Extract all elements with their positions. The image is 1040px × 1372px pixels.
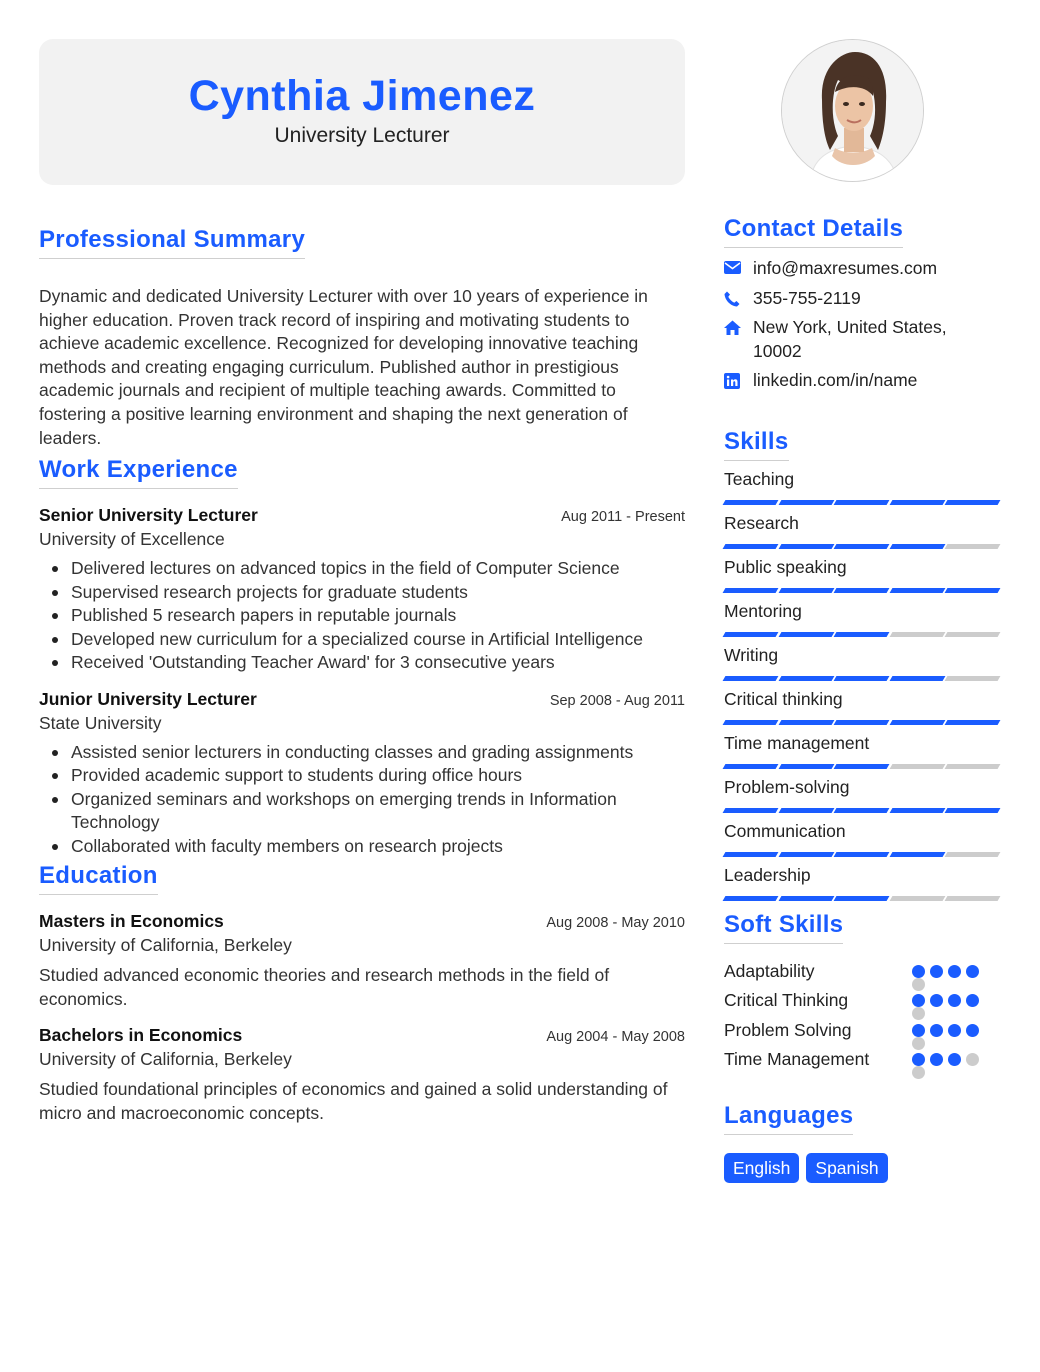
language-tag: Spanish [806, 1153, 887, 1183]
skill-level-segment [834, 808, 889, 813]
soft-skill-name: Critical Thinking [724, 990, 849, 1011]
soft-skills-heading: Soft Skills [724, 911, 843, 944]
skill-name: Teaching [724, 468, 795, 489]
rating-dot [912, 994, 925, 1007]
skill-level-bar [724, 544, 1004, 549]
skill-item [724, 512, 1004, 549]
skill-level-segment [723, 544, 778, 549]
job-dates: Sep 2008 - Aug 2011 [549, 692, 685, 709]
skill-level-bar [724, 500, 1004, 505]
rating-dot-overflow [912, 1066, 925, 1079]
skill-item [724, 776, 1004, 813]
job-entry [39, 689, 685, 859]
resume-header [39, 39, 685, 185]
summary-text: Dynamic and dedicated University Lecturer with over 10 years of experience in higher education. Proven track record of inspiring and motivating students to achieve academic excellence. Recognized for developing innovative teaching methods and creating engaging curriculum. Published author in prestigious academic journals and recipient of multiple teaching awards. Committed to fostering a positive learning environment and shaping the next generation of leaders. [39, 286, 648, 448]
job-title: Junior University Lecturer [39, 688, 257, 709]
soft-skill-name: Problem Solving [724, 1019, 852, 1040]
job-organization: State University [39, 712, 162, 733]
skill-name: Time management [724, 732, 870, 753]
skill-level-segment [889, 720, 944, 725]
language-tag: English [724, 1153, 799, 1183]
skill-level-segment [834, 676, 889, 681]
address-text: New York, United States, 10002 [753, 317, 947, 361]
skill-level-bar [724, 852, 1004, 857]
language-tags [724, 1153, 1004, 1183]
skill-level-segment [834, 544, 889, 549]
skill-level-segment [778, 588, 833, 593]
skill-level-segment [834, 588, 889, 593]
candidate-name: Cynthia Jimenez [188, 72, 536, 120]
rating-dot [966, 965, 979, 978]
soft-skill-rating [912, 1053, 979, 1066]
skill-level-bar [724, 676, 1004, 681]
skill-level-bar [724, 808, 1004, 813]
rating-dot [948, 1024, 961, 1037]
rating-dot [930, 1024, 943, 1037]
rating-dot [966, 994, 979, 1007]
rating-dot [966, 1024, 979, 1037]
skill-level-segment [834, 500, 889, 505]
contact-email [724, 257, 1004, 281]
skill-level-segment [723, 764, 778, 769]
job-bullets [39, 557, 685, 675]
school: University of California, Berkeley [39, 1049, 292, 1070]
skill-level-segment [889, 676, 944, 681]
skill-item [724, 644, 1004, 681]
soft-skill-rating [912, 965, 979, 978]
job-bullet: Provided academic support to students during office hours [71, 764, 685, 788]
skill-level-bar [724, 588, 1004, 593]
skill-level-segment [945, 544, 1000, 549]
home-icon [724, 316, 753, 335]
school: University of California, Berkeley [39, 935, 292, 956]
skill-level-bar [724, 764, 1004, 769]
education-entry [39, 911, 685, 1011]
skill-level-segment [945, 500, 1000, 505]
education-heading: Education [39, 862, 158, 895]
languages-heading: Languages [724, 1102, 853, 1135]
skill-level-segment [723, 808, 778, 813]
soft-skill-rating [912, 994, 979, 1007]
skill-item [724, 732, 1004, 769]
skill-level-segment [723, 896, 778, 901]
skill-level-segment [834, 632, 889, 637]
rating-dot [912, 1053, 925, 1066]
education-section [39, 862, 685, 1125]
skill-level-segment [723, 852, 778, 857]
rating-dot [948, 994, 961, 1007]
skill-level-segment [945, 896, 1000, 901]
skill-level-segment [889, 544, 944, 549]
rating-dot [948, 1053, 961, 1066]
education-dates: Aug 2008 - May 2010 [546, 915, 685, 932]
skill-name: Writing [724, 644, 779, 665]
job-bullet: Published 5 research papers in reputable journals [71, 604, 685, 628]
job-title: Senior University Lecturer [39, 505, 258, 526]
rating-dot [930, 965, 943, 978]
skill-level-segment [889, 588, 944, 593]
job-bullet: Collaborated with faculty members on research projects [71, 835, 685, 859]
skills-list [724, 468, 1004, 901]
skill-item [724, 600, 1004, 637]
main-column [39, 39, 685, 1125]
skill-level-segment [889, 500, 944, 505]
phone-icon [724, 287, 753, 307]
contact-phone [724, 287, 1004, 311]
job-bullet: Delivered lectures on advanced topics in the field of Computer Science [71, 557, 685, 581]
skill-level-segment [834, 720, 889, 725]
skill-level-segment [945, 808, 1000, 813]
skill-level-segment [834, 852, 889, 857]
email-text[interactable]: info@maxresumes.com [753, 258, 938, 278]
skill-level-segment [778, 632, 833, 637]
skill-level-segment [889, 808, 944, 813]
education-description: Studied foundational principles of economics and gained a solid understanding of micro and macroeconomic concepts. [39, 1079, 668, 1123]
skill-item [724, 556, 1004, 593]
experience-section [39, 456, 685, 858]
education-description: Studied advanced economic theories and research methods in the field of economics. [39, 965, 610, 1009]
soft-skill-item [724, 1016, 1004, 1046]
skill-level-segment [723, 676, 778, 681]
rating-dot [930, 1053, 943, 1066]
skill-level-segment [723, 500, 778, 505]
skill-level-segment [945, 588, 1000, 593]
skill-name: Leadership [724, 864, 811, 885]
skill-item [724, 468, 1004, 505]
skill-level-segment [889, 896, 944, 901]
skill-level-segment [778, 544, 833, 549]
skill-name: Problem-solving [724, 776, 850, 797]
languages-section [724, 1102, 1004, 1183]
skill-level-segment [778, 808, 833, 813]
skill-level-segment [889, 632, 944, 637]
skill-level-segment [945, 632, 1000, 637]
linkedin-icon [724, 369, 753, 389]
envelope-icon [724, 257, 753, 274]
candidate-role: University Lecturer [274, 124, 450, 147]
skill-name: Mentoring [724, 600, 802, 621]
soft-skill-rating [912, 1024, 979, 1037]
skill-level-segment [834, 764, 889, 769]
summary-section [39, 226, 685, 450]
job-bullets [39, 741, 685, 859]
job-bullet: Organized seminars and workshops on emerging trends in Information Technology [71, 788, 685, 835]
contact-section [724, 215, 1004, 393]
linkedin-text[interactable]: linkedin.com/in/name [753, 370, 918, 390]
job-bullet: Assisted senior lecturers in conducting classes and grading assignments [71, 741, 685, 765]
phone-text[interactable]: 355-755-2119 [753, 287, 861, 308]
degree: Bachelors in Economics [39, 1025, 243, 1046]
job-entry [39, 505, 685, 675]
skill-name: Public speaking [724, 556, 847, 577]
degree: Masters in Economics [39, 911, 224, 932]
skill-level-segment [778, 676, 833, 681]
rating-dot [912, 1024, 925, 1037]
skill-level-bar [724, 896, 1004, 901]
job-organization: University of Excellence [39, 529, 225, 550]
soft-skills-section [724, 911, 1004, 1075]
skill-level-bar [724, 720, 1004, 725]
job-dates: Aug 2011 - Present [561, 509, 685, 526]
skill-level-segment [889, 764, 944, 769]
soft-skill-item [724, 957, 1004, 987]
skill-name: Research [724, 512, 799, 533]
skill-level-segment [945, 720, 1000, 725]
soft-skill-name: Adaptability [724, 960, 815, 981]
soft-skill-item [724, 986, 1004, 1016]
skill-level-segment [723, 720, 778, 725]
contact-linkedin [724, 369, 1004, 393]
sidebar-column [724, 39, 1004, 1183]
skills-section [724, 428, 1004, 901]
summary-heading: Professional Summary [39, 226, 305, 259]
education-entry [39, 1025, 685, 1125]
skill-item [724, 688, 1004, 725]
rating-dot [912, 965, 925, 978]
skill-name: Critical thinking [724, 688, 843, 709]
skill-level-segment [778, 764, 833, 769]
education-dates: Aug 2004 - May 2008 [546, 1029, 685, 1046]
profile-photo [781, 39, 924, 182]
experience-heading: Work Experience [39, 456, 238, 489]
skill-level-segment [723, 632, 778, 637]
skill-level-segment [778, 852, 833, 857]
soft-skill-name: Time Management [724, 1049, 870, 1070]
skill-level-segment [778, 500, 833, 505]
skill-level-bar [724, 632, 1004, 637]
job-bullet: Received 'Outstanding Teacher Award' for 3 consecutive years [71, 651, 685, 675]
job-bullet: Developed new curriculum for a specialized course in Artificial Intelligence [71, 628, 685, 652]
skill-level-segment [889, 852, 944, 857]
skill-level-segment [778, 720, 833, 725]
rating-dot [930, 994, 943, 1007]
rating-dot [966, 1053, 979, 1066]
rating-dot [948, 965, 961, 978]
skill-item [724, 820, 1004, 857]
skill-level-segment [723, 588, 778, 593]
soft-skills-list [724, 957, 1004, 1075]
skill-level-segment [945, 852, 1000, 857]
portrait-image [782, 40, 924, 182]
skill-item [724, 864, 1004, 901]
skills-heading: Skills [724, 428, 789, 461]
soft-skill-item [724, 1045, 1004, 1075]
contact-heading: Contact Details [724, 215, 903, 248]
job-bullet: Supervised research projects for graduate students [71, 581, 685, 605]
skill-level-segment [945, 764, 1000, 769]
contact-address [724, 316, 1004, 363]
skill-level-segment [945, 676, 1000, 681]
skill-name: Communication [724, 820, 846, 841]
skill-level-segment [834, 896, 889, 901]
skill-level-segment [778, 896, 833, 901]
